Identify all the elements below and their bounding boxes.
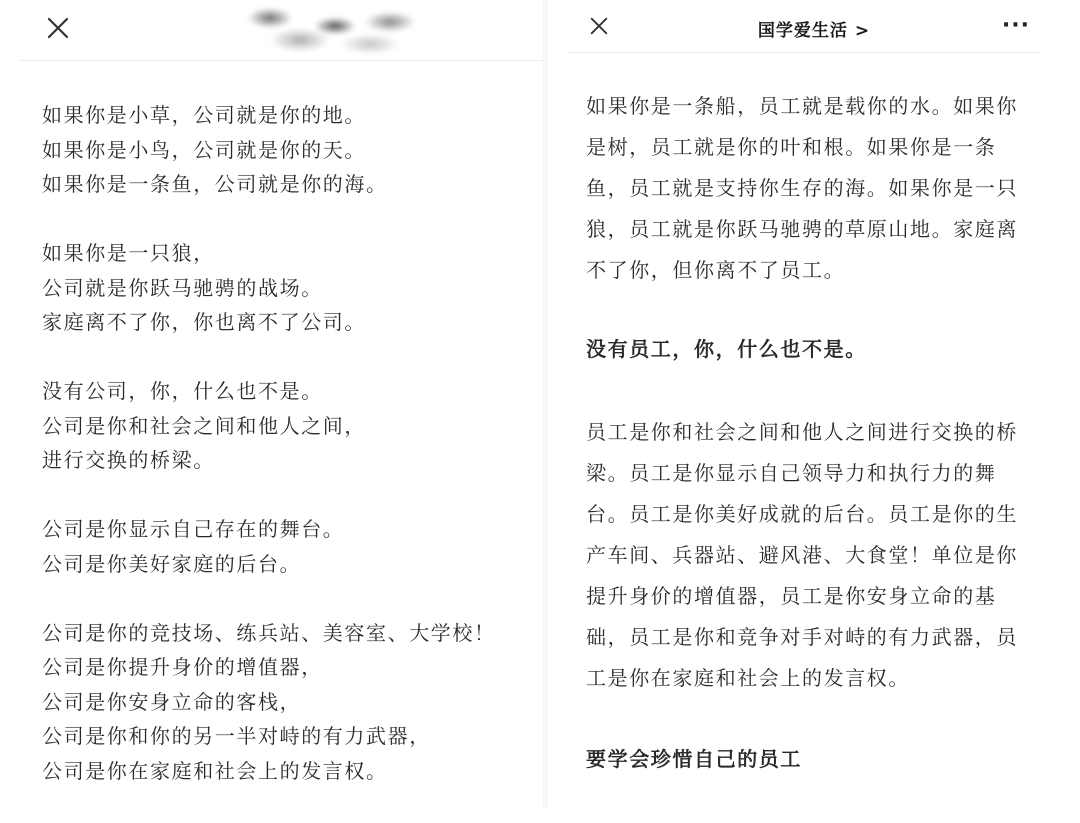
text-line: 公司是你在家庭和社会上的发言权。 [42, 758, 388, 783]
text-line: 如果你是小鸟，公司就是你的天。 [42, 137, 366, 162]
paragraph [42, 98, 522, 202]
text-line: 公司是你安身立命的客栈， [42, 689, 302, 714]
close-icon[interactable] [46, 16, 70, 40]
nav-divider [568, 52, 1040, 53]
account-title-link[interactable]: 国学爱生活 > [757, 21, 871, 41]
text-line: 如果你是一条船，员工就是载你的水。如果你 [586, 94, 1018, 118]
left-article-body [42, 98, 522, 823]
section-heading: 没有员工，你，什么也不是。 [586, 337, 867, 361]
text-line: 公司是你的竞技场、练兵站、美容室、大学校！ [42, 620, 496, 645]
text-line: 台。员工是你美好成就的后台。员工是你的生 [586, 502, 1018, 526]
text-line: 公司是你和社会之间和他人之间， [42, 413, 366, 438]
text-line: 鱼，员工就是支持你生存的海。如果你是一只 [586, 176, 1018, 200]
text-line: 不了你，但你离不了员工。 [586, 258, 846, 282]
text-line: 家庭离不了你，你也离不了公司。 [42, 310, 366, 334]
paragraph [42, 374, 522, 478]
text-line: 如果你是小草，公司就是你的地。 [42, 103, 366, 127]
text-line: 如果你是一只狼， [42, 241, 215, 265]
text-line: 公司是你提升身价的增值器， [42, 655, 323, 679]
left-nav-bar [0, 0, 543, 58]
paragraph [42, 616, 522, 789]
text-line: 梁。员工是你显示自己领导力和执行力的舞 [586, 461, 997, 485]
text-line: 公司是你美好家庭的后台。 [42, 551, 302, 576]
text-line: 公司是你和你的另一半对峙的有力武器， [42, 724, 431, 748]
text-line: 公司是你显示自己存在的舞台。 [42, 517, 345, 541]
paragraph [42, 236, 522, 340]
text-line: 如果你是一条鱼，公司就是你的海。 [42, 172, 388, 196]
blurred-title [240, 4, 430, 54]
text-line: 公司就是你跃马驰骋的战场。 [42, 275, 323, 300]
nav-divider [20, 60, 543, 61]
right-nav-bar [548, 0, 1080, 58]
text-line: 产车间、兵器站、避风港、大食堂！单位是你 [586, 543, 1018, 567]
text-line: 础，员工是你和竞争对手对峙的有力武器，员 [586, 625, 1018, 649]
right-paragraph-1 [586, 86, 1036, 291]
text-line: 狼，员工就是你跃马驰骋的草原山地。家庭离 [586, 217, 1018, 241]
right-paragraph-2 [586, 412, 1036, 699]
text-line: 提升身价的增值器，员工是你安身立命的基 [586, 584, 997, 608]
section-heading: 要学会珍惜自己的员工 [586, 747, 802, 771]
more-icon[interactable]: ··· [1001, 13, 1030, 38]
text-line: 没有公司，你，什么也不是。 [42, 379, 323, 403]
text-line: 是树，员工就是你的叶和根。如果你是一条 [586, 135, 997, 159]
text-line: 工是你在家庭和社会上的发言权。 [586, 666, 910, 690]
text-line: 进行交换的桥梁。 [42, 448, 215, 472]
paragraph [42, 512, 522, 581]
text-line: 员工是你和社会之间和他人之间进行交换的桥 [586, 420, 1018, 444]
